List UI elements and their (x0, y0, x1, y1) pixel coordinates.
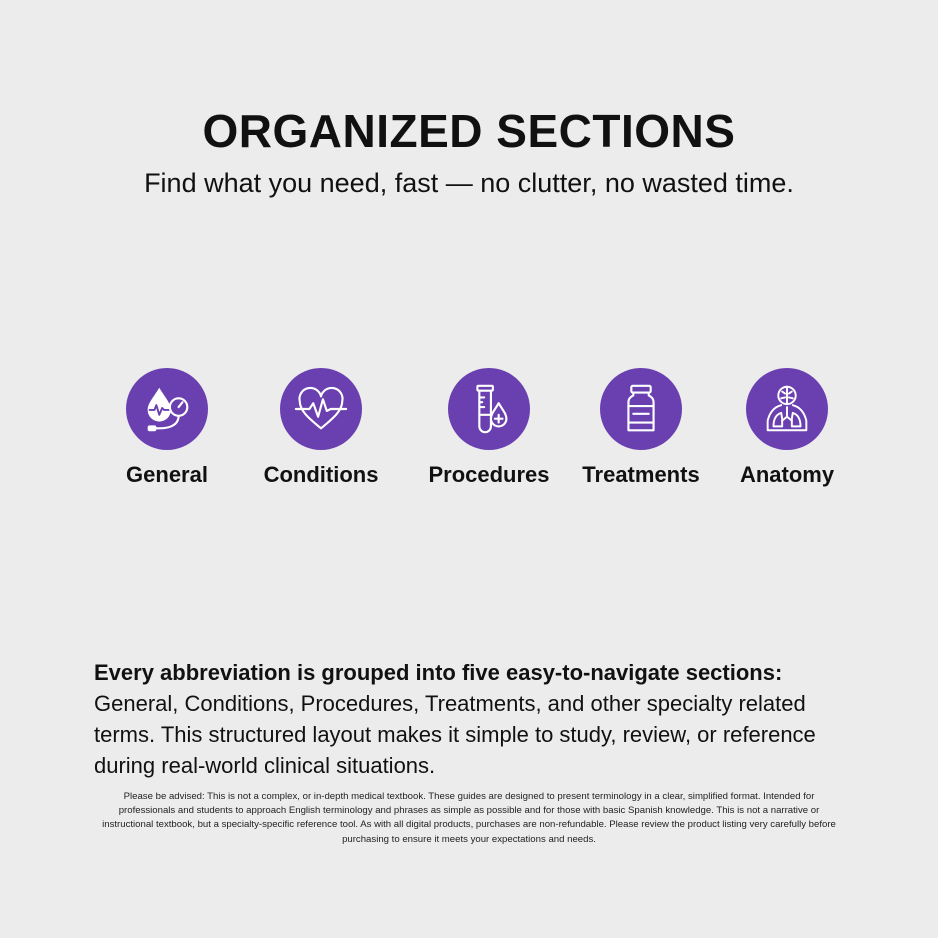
section-label: Treatments (582, 462, 700, 487)
sections-row (0, 368, 938, 498)
section-procedures (414, 368, 564, 488)
section-conditions (246, 368, 396, 488)
medicine-vial-icon (600, 368, 682, 450)
section-general (92, 368, 242, 488)
description-body: General, Conditions, Procedures, Treatments, and other specialty related terms. This structured layout makes it simple to study, review, or reference during real-world clinical situations. (94, 691, 816, 778)
section-label: General (126, 462, 208, 487)
description (94, 657, 844, 781)
section-label: Procedures (428, 462, 550, 487)
human-brain-lungs-icon (746, 368, 828, 450)
disclaimer: Please be advised: This is not a complex, or in-depth medical textbook. These guides are designed to present terminology in a clear, simplified format. Intended for professionals and students to approach English terminology and phrases as simple as possible and for those with basic Spanish knowledge. This is not a narrative or instructional textbook, but a specialty-specific reference tool. As with all digital products, purchases are non-refundable. Please review the product listing very carefully before purchasing to ensure it meets your expectations and needs. (102, 791, 836, 845)
heartbeat-icon (280, 368, 362, 450)
section-label: Anatomy (739, 462, 835, 487)
section-treatments (566, 368, 716, 488)
section-label: Conditions (263, 462, 379, 487)
page-subtitle: Find what you need, fast — no clutter, no wasted time. (144, 168, 794, 198)
page-title: ORGANIZED SECTIONS (202, 105, 736, 157)
section-anatomy (712, 368, 862, 488)
test-tube-icon (448, 368, 530, 450)
blood-pressure-icon (126, 368, 208, 450)
description-lead: Every abbreviation is grouped into five easy-to-navigate sections: (94, 660, 783, 685)
